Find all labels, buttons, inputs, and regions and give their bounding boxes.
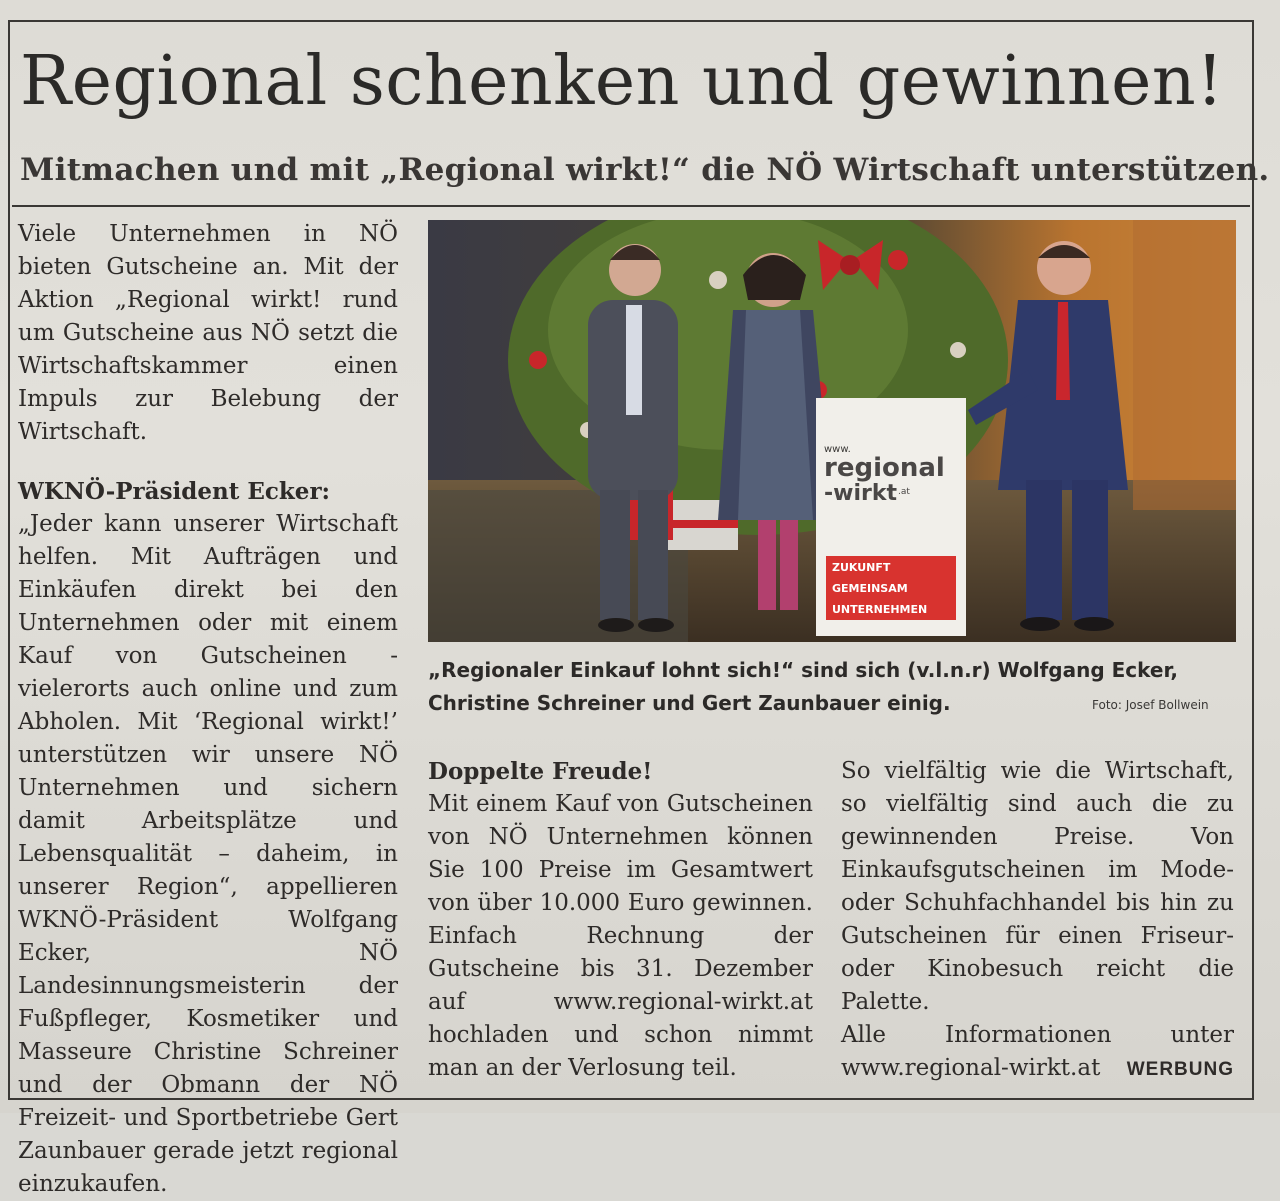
quote-paragraph: „Jeder kann unserer Wirtschaft helfen. Mit Aufträgen und Einkäufen direkt bei den Unternehmen oder mit einem Kauf von Gutscheinen - vielerorts auch online und zum Abholen. Mit ‘Regional wirkt!’ unterstützen wir unsere NÖ Unternehmen und sichern damit Arbeitsplätze und Lebensqualität – daheim, in unserer Region“, appellieren WKNÖ-Präsident Wolfgang Ecker, NÖ Landesinnungsmeisterin der Fußpfleger, Kosmetiker und Masseure Christine Schreiner und der Obmann der NÖ Freizeit- und Sportbetriebe Gert Zaunbauer gerade jetzt regional einzukaufen. — [18, 511, 398, 1197]
column3-body: So vielfältig wie die Wirtschaft, so vielfältig sind auch die zu gewinnenden Preise. Von Einkaufsgutscheinen im Mode- oder Schuhfachhandel bis hin zu Gutscheinen für einen Friseur- oder Kinobesuch reicht die Palette. — [841, 758, 1234, 1015]
url-line — [841, 1052, 1234, 1086]
column2-body: Mit einem Kauf von Gutscheinen von NÖ Unternehmen können Sie 100 Preise im Gesamtwert von über 10.000 Euro gewinnen. Einfach Rechnung der Gutscheine bis 31. Dezember auf www.regional-wirkt.at hochladen und schon nimmt man an der Verlosung teil. — [428, 791, 813, 1081]
article-column-3 — [841, 755, 1234, 1086]
article-column-2 — [428, 755, 813, 1085]
info-line: Alle Informationen unter — [841, 1022, 1234, 1048]
article-column-1 — [18, 218, 398, 1201]
photo-caption: „Regionaler Einkauf lohnt sich!“ sind sich (v.l.n.r) Wolfgang Ecker, Christine Schreiner und Gert Zaunbauer einig. — [428, 658, 1178, 715]
sign-stripe-2: GEMEINSAM — [832, 582, 908, 595]
ad-label: WERBUNG — [1126, 1059, 1234, 1080]
column1-subhead: WKNÖ-Präsident Ecker: — [18, 478, 331, 505]
column2-subhead: Doppelte Freude! — [428, 758, 653, 785]
sign-at: .at — [898, 487, 910, 497]
website-url: www.regional-wirkt.at — [841, 1055, 1101, 1081]
headline: Regional schenken und gewinnen! — [20, 42, 1224, 121]
divider-rule — [12, 205, 1250, 207]
intro-paragraph: Viele Unternehmen in NÖ bieten Gutscheine an. Mit der Aktion „Regional wirkt! rund um Gutscheine aus NÖ setzt die Wirtschaftskammer einen Impuls zur Belebung der Wirtschaft. — [18, 221, 398, 445]
sign-wirkt: -wirkt — [824, 481, 897, 506]
sign-stripe-3: UNTERNEHMEN — [832, 603, 928, 616]
sign-stripe-1: ZUKUNFT — [832, 561, 891, 574]
subheadline: Mitmachen und mit „Regional wirkt!“ die NÖ Wirtschaft unterstützen. — [20, 152, 1270, 188]
photo-credit: Foto: Josef Bollwein — [1092, 698, 1209, 712]
regional-wirkt-sign — [816, 398, 966, 636]
article-photo — [428, 220, 1236, 642]
sign-regional: regional — [824, 453, 945, 483]
photo-illustration — [428, 220, 1236, 642]
sign-www: www. — [824, 444, 851, 455]
